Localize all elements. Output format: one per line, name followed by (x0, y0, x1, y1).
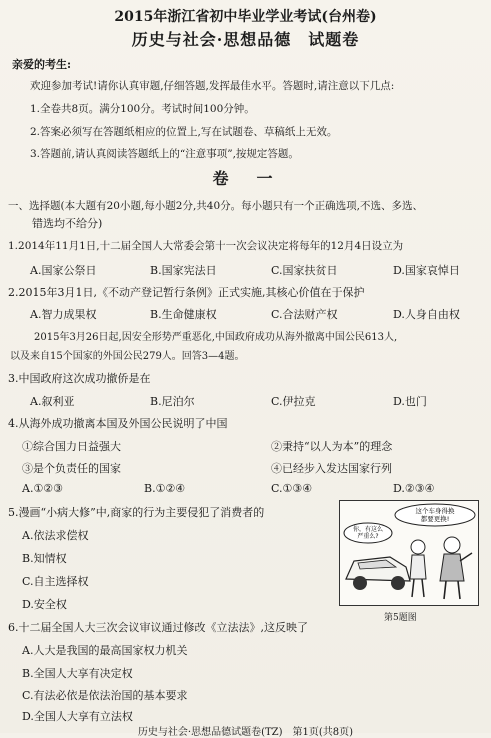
passage-line: 2015年3月26日起,因安全形势严重恶化,中国政府成功从海外撤离中国公民613人, (34, 332, 398, 343)
option: C.①③④ (271, 482, 313, 495)
bubble-text: 严重么? (357, 533, 379, 540)
option: B.全国人大享有决定权 (22, 667, 133, 680)
option: C.国家扶贫日 (271, 264, 338, 277)
question-stem: 4.从海外成功撤离本国及外国公民说明了中国 (8, 417, 228, 430)
passage-line: 以及来自15个国家的外国公民279人。回答3—4题。 (10, 351, 245, 362)
question-stem: 6.十二届全国人大三次会议审议通过修改《立法法》,这反映了 (8, 621, 308, 634)
option: A.叙利亚 (30, 395, 75, 408)
option: C.合法财产权 (271, 308, 338, 321)
option: D.②③④ (393, 482, 435, 495)
option: D.人身自由权 (393, 308, 460, 321)
section-title: 卷 一 (212, 169, 279, 188)
option: D.国家哀悼日 (393, 264, 460, 277)
option: A.国家公祭日 (30, 264, 97, 277)
option: B.知情权 (22, 552, 67, 565)
option: D.也门 (393, 395, 427, 408)
bubble-text: 这个车身得换 (415, 507, 455, 515)
option: C.伊拉克 (271, 395, 316, 408)
option: B.尼泊尔 (150, 395, 195, 408)
option: B.①②④ (144, 482, 186, 495)
section-desc: 一、选择题(本大题有20小题,每小题2分,共40分。每小题只有一个正确选项,不选、多选、 (8, 200, 424, 212)
statement-item: ③是个负责任的国家 (22, 462, 121, 475)
option: A.依法求偿权 (22, 529, 89, 542)
exam-subtitle: 历史与社会·思想品德 试题卷 (131, 30, 360, 49)
statement-item: ②秉持“以人为本”的理念 (271, 440, 393, 453)
page-footer: 历史与社会·思想品德试题卷(TZ) 第1页(共8页) (137, 727, 354, 738)
question-stem: 3.中国政府这次成功撤侨是在 (8, 372, 151, 385)
statement-item: ④已经步入发达国家行列 (271, 462, 392, 475)
question-stem: 5.漫画“小病大修”中,商家的行为主要侵犯了消费者的 (8, 506, 265, 519)
cartoon-drawing (340, 501, 478, 605)
option: D.安全权 (22, 598, 67, 611)
option: D.全国人大享有立法权 (22, 710, 133, 723)
bubble-text: 都要更换! (420, 515, 450, 523)
intro-line: 1.全卷共8页。满分100分。考试时间100分钟。 (30, 103, 255, 115)
option: B.生命健康权 (150, 308, 217, 321)
statement-item: ①综合国力日益强大 (22, 440, 121, 453)
intro-line: 欢迎参加考试!请你认真审题,仔细答题,发挥最佳水平。答题时,请注意以下几点: (30, 80, 395, 92)
question-stem: 1.2014年11月1日,十二届全国人大常委会第十一次会议决定将每年的12月4日设立为 (8, 240, 404, 252)
option: C.自主选择权 (22, 575, 89, 588)
cartoon-figure (339, 500, 479, 606)
option: C.有法必依是依法治国的基本要求 (22, 689, 188, 702)
option: A.①②③ (22, 482, 64, 495)
question-stem: 2.2015年3月1日,《不动产登记暂行条例》正式实施,其核心价值在于保护 (8, 286, 365, 299)
option: A.人大是我国的最高国家权力机关 (22, 644, 188, 657)
intro-line: 2.答案必须写在答题纸相应的位置上,写在试题卷、草稿纸上无效。 (30, 126, 338, 138)
greeting: 亲爱的考生: (12, 58, 72, 71)
option: B.国家宪法日 (150, 264, 217, 277)
option: A.智力成果权 (30, 308, 97, 321)
bubble-text: 你，有这么 (352, 526, 384, 533)
intro-line: 3.答题前,请认真阅读答题纸上的“注意事项”,按规定答题。 (30, 148, 299, 160)
section-desc: 错选均不给分) (32, 217, 103, 230)
figure-caption: 第5题图 (384, 613, 417, 623)
exam-title: 2015年浙江省初中毕业学业考试(台州卷) (114, 9, 377, 25)
